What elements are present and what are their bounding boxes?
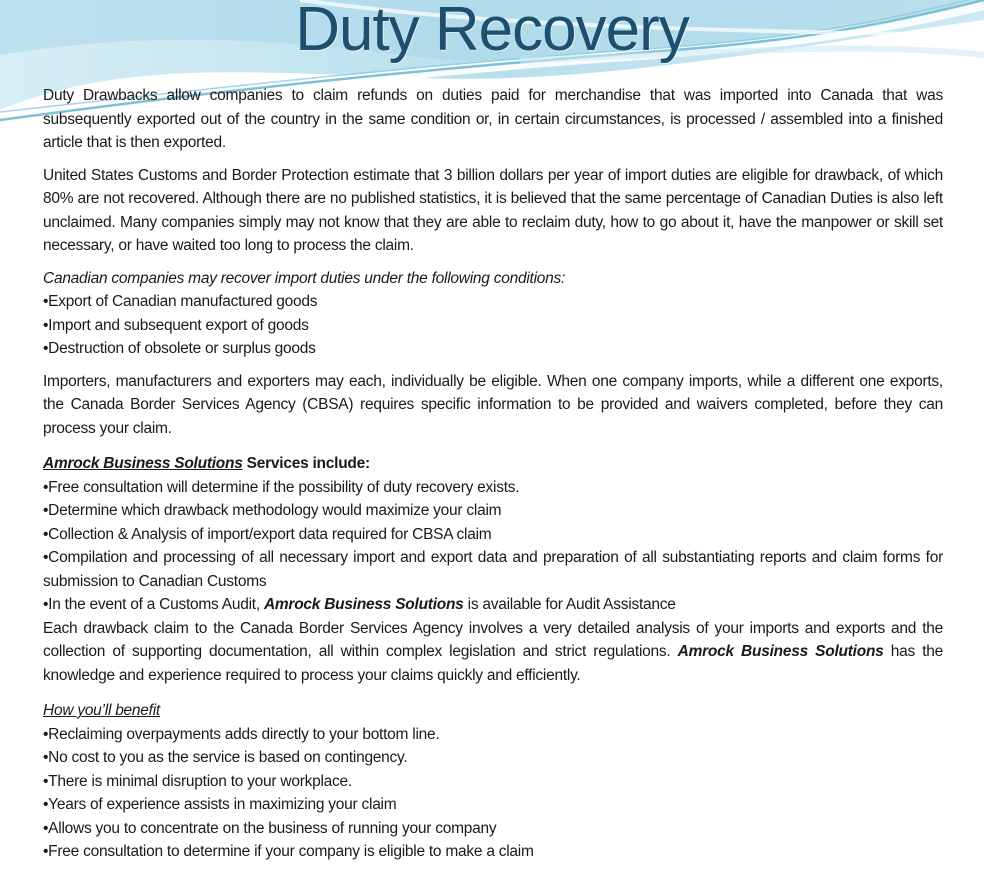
benefits-item: •Free consultation to determine if your company is eligible to make a claim <box>43 843 534 860</box>
services-heading-text: Services include: <box>242 455 370 472</box>
intro-paragraph-2: United States Customs and Border Protection estimate that 3 billion dollars per year of import duties are eligible for drawback, of which 80% are not recovered. Although there are no published statistics, it is believed that the same percentage of Canadian Duties is also left unclaimed. Many companies simply may not know that they are able to reclaim duty, how to go about it, have the manpower or skill set necessary, or have waited too long to process the claim. <box>43 166 943 254</box>
audit-suffix: is available for Audit Assistance <box>463 596 676 613</box>
services-heading <box>43 452 943 476</box>
services-item: •Free consultation will determine if the possibility of duty recovery exists. <box>43 478 520 496</box>
services-item: •Determine which drawback methodology would maximize your claim <box>43 502 502 519</box>
services-audit-item <box>43 593 943 617</box>
services-summary <box>43 617 943 688</box>
conditions-item: •Import and subsequent export of goods <box>43 316 309 334</box>
conditions-heading: Canadian companies may recover import duties under the following conditions: <box>43 269 566 287</box>
summary-company-name: Amrock Business Solutions <box>677 643 884 660</box>
page-title: Duty Recovery <box>295 0 689 64</box>
benefits-item: •Reclaiming overpayments adds directly to your bottom line. <box>43 725 440 743</box>
intro-paragraph-1: Duty Drawbacks allow companies to claim refunds on duties paid for merchandise that was imported into Canada that was subsequently exported out of the country in the same condition or, in certain circumstances, is processed / assembled into a finished article that is then exported. <box>43 87 943 151</box>
summary-suffix: has the knowledge and experience required to process your claims quickly and efficiently. <box>43 643 943 684</box>
eligibility-paragraph: Importers, manufacturers and exporters may each, individually be eligible. When one company imports, while a different one exports, the Canada Border Services Agency (CBSA) requires specific information to be provided and waivers completed, before they can process your claim. <box>43 372 943 437</box>
services-company-name: Amrock Business Solutions <box>43 455 243 472</box>
services-item: •Compilation and processing of all necessary import and export data and preparation of all substantiating reports and claim forms for submission to Canadian Customs <box>43 549 943 590</box>
benefits-item: •Allows you to concentrate on the business of running your company <box>43 819 497 837</box>
summary-prefix: Each drawback claim to the Canada Border Services Agency involves a very detailed analysis of your imports and exports and the collection of supporting documentation, all within complex legislation and strict regulations. <box>43 619 943 660</box>
audit-company-name: Amrock Business Solutions <box>263 596 464 613</box>
document-body <box>43 84 943 864</box>
audit-prefix: •In the event of a Customs Audit, <box>43 596 264 613</box>
conditions-item: •Export of Canadian manufactured goods <box>43 293 318 310</box>
benefits-item: •There is minimal disruption to your workplace. <box>43 772 352 790</box>
benefits-heading: How you’ll benefit <box>43 702 160 719</box>
conditions-item: •Destruction of obsolete or surplus goods <box>43 340 316 357</box>
benefits-item: •No cost to you as the service is based on contingency. <box>43 749 408 766</box>
benefits-item: •Years of experience assists in maximizing your claim <box>43 796 397 813</box>
services-item: •Collection & Analysis of import/export data required for CBSA claim <box>43 525 492 543</box>
